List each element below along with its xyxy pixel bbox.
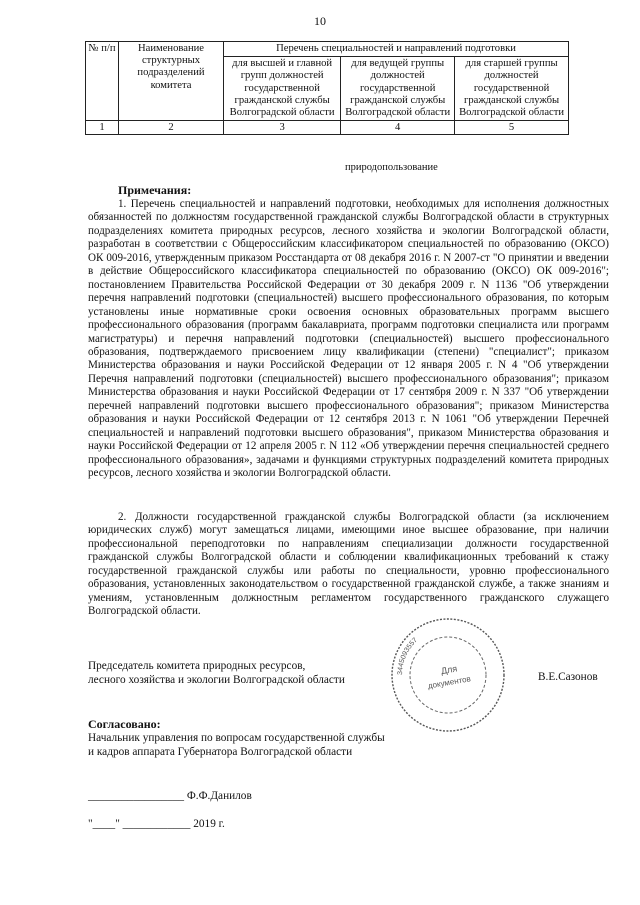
col-number: 3 [224, 121, 341, 135]
header-units: Наименование структурных подразделений комитета [119, 42, 224, 121]
stamp-ring-text: 3445093557 [396, 636, 420, 676]
stamp-text-2: документов [427, 674, 472, 691]
position-line-1: Председатель комитета природных ресурсов, [88, 660, 306, 672]
signatory-name: В.Е.Сазонов [538, 671, 598, 683]
note-paragraph-2 [88, 511, 609, 619]
note-paragraph-1 [88, 198, 609, 481]
stamp-text-1: Для [440, 663, 458, 677]
note-1-text: 1. Перечень специальностей и направлений подготовки, необходимых для исполнения должностных обязанностей по должностям государственной гражданской службы Волгоградской области в структурных подразделениях комитета природных ресурсов, лесного хозяйства и экологии Волгоградской области, разработан в соответствии с Общероссийским классификатором специальностей по образованию (ОКСО) ОК 009-2016, утвержденным приказом Росстандарта от 08 декабря 2016 г. N 2007-ст "О принятии и введении в действие Общероссийского классификатора специальностей по образованию (ОКСО) ОК 009-2016"; постановлением Правительства Российской Федерации от 30 декабря 2009 г. N 1136 "Об утверждении перечня направлений подготовки (специальностей) высшего профессионального образования, по которым установлены иные нормативные сроки освоения основных образовательных программ высшего профессионального образования (программ бакалавриата, программ подготовки специалиста или программ магистратуры) и перечня направлений подготовки (специальностей) высшего профессионального образования, подтверждаемого присвоением лицу квалификации (степени) "специалист"; приказом Министерства образования и науки Российской Федерации от 12 января 2005 г. N 4 "Об утверждении Перечня направлений подготовки (специальностей) высшего профессионального образования"; приказом Министерства образования и науки Российской Федерации от 17 сентября 2009 г. N 337 "Об утверждении перечней направлений подготовки высшего профессионального образования"; приказом Министерства образования и науки Российской Федерации от 12 сентября 2013 г. N 1061 "Об утверждении Перечней специальностей и направлений подготовки высшего образования", приказом Министерства образования и науки Российской Федерации от 12 апреля 2005 г. N 112 «Об утверждении перечня специальностей среднего профессионального образования», задачами и функциями структурных подразделений комитета природных ресурсов, лесного хозяйства и экологии Волгоградской области. [88, 198, 609, 480]
col-number: 4 [341, 121, 455, 135]
col-number: 5 [455, 121, 569, 135]
specialties-table [85, 41, 569, 135]
signatory-position [88, 659, 345, 687]
subheader-leading: для ведущей группы должностей государственной гражданской службы Волгоградской области [341, 57, 455, 121]
table-header-row [86, 42, 569, 57]
subheader-highest: для высшей и главной групп должностей государственной гражданской службы Волгоградской области [224, 57, 341, 121]
notes-title: Примечания: [118, 183, 192, 197]
carryover-text: природопользование [345, 162, 438, 173]
table-number-row [86, 121, 569, 135]
header-list: Перечень специальностей и направлений подготовки [224, 42, 569, 57]
approval-position [88, 731, 385, 759]
subheader-senior: для старшей группы должностей государственной гражданской службы Волгоградской области [455, 57, 569, 121]
col-number: 1 [86, 121, 119, 135]
position-line-2: лесного хозяйства и экологии Волгоградской области [88, 674, 345, 686]
approval-date-line: "____" ____________ 2019 г. [88, 818, 225, 830]
approval-line-2: и кадров аппарата Губернатора Волгоградской области [88, 746, 353, 758]
approval-line-1: Начальник управления по вопросам государственной службы [88, 732, 385, 744]
stamp-outer-ring [392, 619, 504, 731]
official-stamp [388, 615, 508, 735]
page-number: 10 [314, 14, 326, 28]
approval-signature-line: _________________ Ф.Ф.Данилов [88, 790, 252, 802]
stamp-inner-ring [410, 637, 486, 713]
note-2-text: 2. Должности государственной гражданской службы Волгоградской области (за исключением юридических служб) могут замещаться лицами, имеющими иное высшее образование, при наличии профессиональной переподготовки по направлениям специализации должности государственной гражданской службы Волгоградской области и соблюдении квалификационных требований к стажу государственной гражданской службы или работы по специальности, уровню профессионального образования, установленных законодательством о государственной гражданской службе, а также знаниям и умениям, установленным должностным регламентом государственного гражданского служащего Волгоградской области. [88, 511, 609, 618]
header-number: № п/п [86, 42, 119, 121]
col-number: 2 [119, 121, 224, 135]
approval-title: Согласовано: [88, 717, 161, 731]
